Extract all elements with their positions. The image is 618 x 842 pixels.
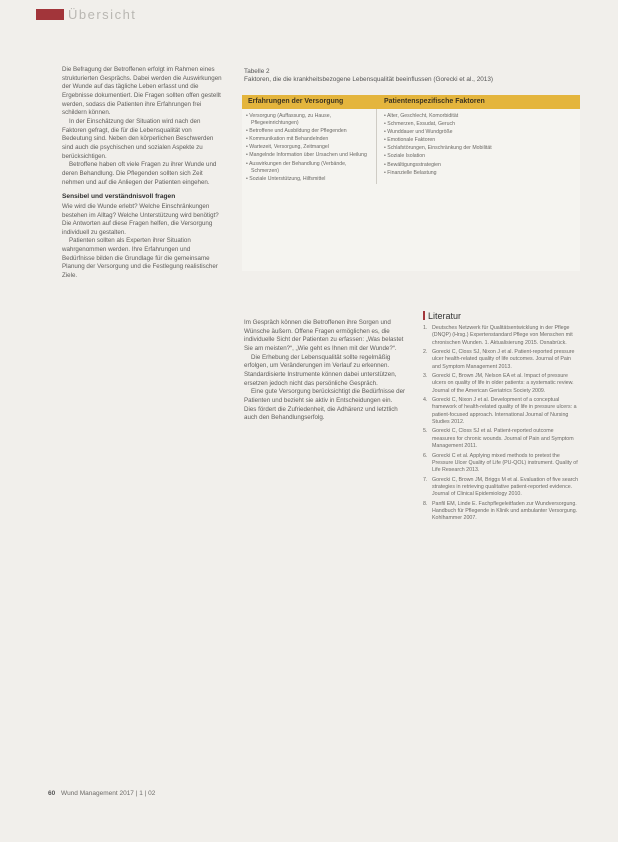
reference-text: Gorecki C, Brown JM, Briggs M et al. Evaluation of five search strategies in retrieving qualitative patient-reported evidence. Journal of Clinical Epidemiology 2010. — [432, 476, 579, 498]
table-caption — [244, 68, 574, 84]
page-footer — [48, 790, 155, 797]
reference-item — [423, 397, 578, 426]
paragraph: Im Gespräch können die Betroffenen ihre Sorgen und Wünsche äußern. Offene Fragen ermöglichen es, die individuelle Sicht der Patienten zu erfassen: „Was belastet Sie am meisten?“, „Wie geht es Ihnen mit der Wunde?“. — [244, 319, 404, 352]
literature-list — [423, 325, 578, 525]
table-caption-text: Faktoren, die die krankheitsbezogene Lebensqualität beeinflussen (Gorecki et al., 2013) — [244, 76, 494, 83]
factors-table — [242, 95, 580, 271]
reference-number: 1. — [423, 325, 428, 331]
reference-item — [423, 453, 578, 475]
paragraph: Eine gute Versorgung berücksichtigt die Bedürfnisse der Patienten und bezieht sie aktiv in Entscheidungen ein. Dies fördert die Zufriedenheit, die Adhärenz und letztlich auch den Behandlungserfolg. — [244, 388, 406, 422]
reference-text: Gorecki C et al. Applying mixed methods to pretest the Pressure Ulcer Quality of Life (PU-QOL) instrument. Quality of Life Research 2013. — [432, 452, 578, 474]
table-item: • Betroffene und Ausbildung der Pflegenden — [246, 128, 347, 135]
reference-text: Gorecki C, Brown JM, Nelson EA et al. Impact of pressure ulcers on quality of life in older patients: a systematic review. Journal of the American Geriatrics Society 2009. — [432, 373, 574, 394]
reference-item — [423, 428, 578, 450]
reference-number: 5. — [423, 428, 428, 435]
table-item: • Wunddauer und Wundgröße — [384, 129, 453, 136]
reference-text: Gorecki C, Nixon J et al. Development of a conceptual framework of health-related quality of life in pressure ulcers: a patient-focused approach. International Journal of Nursing Studies 2012. — [432, 397, 577, 426]
paragraph: Betroffene haben oft viele Fragen zu ihrer Wunde und deren Behandlung. Die Pflegenden sollten sich Zeit nehmen und auf die Anliegen der Patienten eingehen. — [62, 161, 217, 186]
reference-item — [423, 349, 578, 371]
reference-number: 6. — [423, 452, 428, 459]
table-item: • Schlafstörungen, Einschränkung der Mobilität — [384, 145, 492, 152]
heading-marker — [423, 311, 425, 320]
table-item: • Schmerzen, Exsudat, Geruch — [384, 121, 456, 128]
section-color-marker — [36, 9, 64, 20]
paragraph: In der Einschätzung der Situation wird nach den Faktoren gefragt, die für die Lebensqualität von Bedeutung sind. Neben den körperlichen Beschwerden sind auch die psychischen und sozialen Aspekte zu berücksichtigen. — [62, 117, 214, 160]
table-header-patient: Patientenspezifische Faktoren — [384, 98, 485, 105]
text-column-left — [62, 66, 222, 281]
section-title: Übersicht — [68, 7, 137, 22]
reference-text: Gorecki C, Closs SJ, Nixon J et al. Patient-reported pressure ulcer health-related quality of life outcomes. Journal of Pain and Symptom Management 2013. — [432, 349, 575, 370]
reference-item — [423, 325, 578, 347]
literature-title: Literatur — [428, 311, 462, 321]
table-column-patient — [377, 109, 580, 184]
reference-item — [423, 373, 578, 395]
text-column-middle — [244, 319, 406, 423]
table-label: Tabelle 2 — [244, 68, 270, 75]
table-item: • Soziale Unterstützung, Hilfsmittel — [246, 175, 326, 182]
table-item: • Finanzielle Belastung — [384, 169, 437, 176]
paragraph: Die Befragung der Betroffenen erfolgt im Rahmen eines strukturierten Gesprächs. Dabei werden die Auswirkungen der Wunde auf das tägliche Leben erfasst und die Ergebnisse dokumentiert. Die Fragen sollten offen gestellt werden, sodass die Patienten ihre Erfahrungen frei schildern können. — [62, 66, 222, 117]
table-column-care — [242, 109, 377, 184]
literature-heading — [423, 311, 461, 321]
table-item: • Mangelnde Information über Ursachen und Heilung — [246, 152, 367, 159]
paragraph: Die Erhebung der Lebensqualität sollte regelmäßig erfolgen, um Veränderungen im Verlauf zu erkennen. Standardisierte Instrumente können dabei unterstützen, ersetzen jedoch nicht das persönliche Gespräch. — [244, 353, 397, 387]
page-number: 60 — [48, 790, 56, 797]
reference-number: 7. — [423, 476, 428, 483]
table-item: • Alter, Geschlecht, Komorbidität — [384, 113, 459, 119]
reference-number: 2. — [423, 349, 428, 356]
journal-info: Wund Management 2017 | 1 | 02 — [61, 790, 156, 797]
table-item: • Wartezeit, Versorgung, Zeitmangel — [246, 144, 329, 151]
reference-number: 4. — [423, 397, 428, 404]
table-item: • Bewältigungsstrategien — [384, 161, 441, 168]
subheading: Sensibel und verständnisvoll fragen — [62, 193, 176, 201]
table-item: • Kommunikation mit Behandelnden — [246, 136, 329, 143]
reference-number: 3. — [423, 373, 428, 380]
reference-item — [423, 501, 578, 523]
paragraph: Wie wird die Wunde erlebt? Welche Einschränkungen bestehen im Alltag? Welche Unterstützung wird benötigt? Die Antworten auf diese Fragen helfen, die Versorgung individuell zu gestalten. — [62, 202, 219, 236]
reference-item — [423, 477, 578, 499]
paragraph: Patienten sollten als Experten ihrer Situation wahrgenommen werden. Ihre Erfahrungen und Bedürfnisse bilden die Grundlage für die gemeinsame Planung der Versorgung und die Festlegung realistischer Ziele. — [62, 237, 218, 280]
table-item: • Auswirkungen der Behandlung (Verbände, Schmerzen) — [246, 160, 347, 174]
table-item: • Versorgung (Auffassung, zu Hause, Pflegeeinrichtungen) — [246, 113, 332, 127]
reference-number: 8. — [423, 500, 428, 507]
table-header-row — [242, 95, 580, 109]
table-item: • Soziale Isolation — [384, 153, 426, 160]
reference-text: Deutsches Netzwerk für Qualitätsentwicklung in der Pflege (DNQP) (Hrsg.) Expertenstandard Pflege von Menschen mit chronischen Wunden. 1. Aktualisierung 2015. Osnabrück. — [432, 325, 573, 346]
reference-text: Panfil EM, Linde E. Fachpflegeleitfaden zur Wundversorgung. Handbuch für Pflegende in Klinik und ambulanter Versorgung. Kohlhammer 2007. — [432, 500, 578, 522]
table-item: • Emotionale Faktoren — [384, 137, 436, 144]
table-header-care: Erfahrungen der Versorgung — [248, 98, 344, 105]
reference-text: Gorecki C, Closs SJ et al. Patient-reported outcome measures for chronic wounds. Journal of Pain and Symptom Management 2011. — [432, 428, 574, 450]
